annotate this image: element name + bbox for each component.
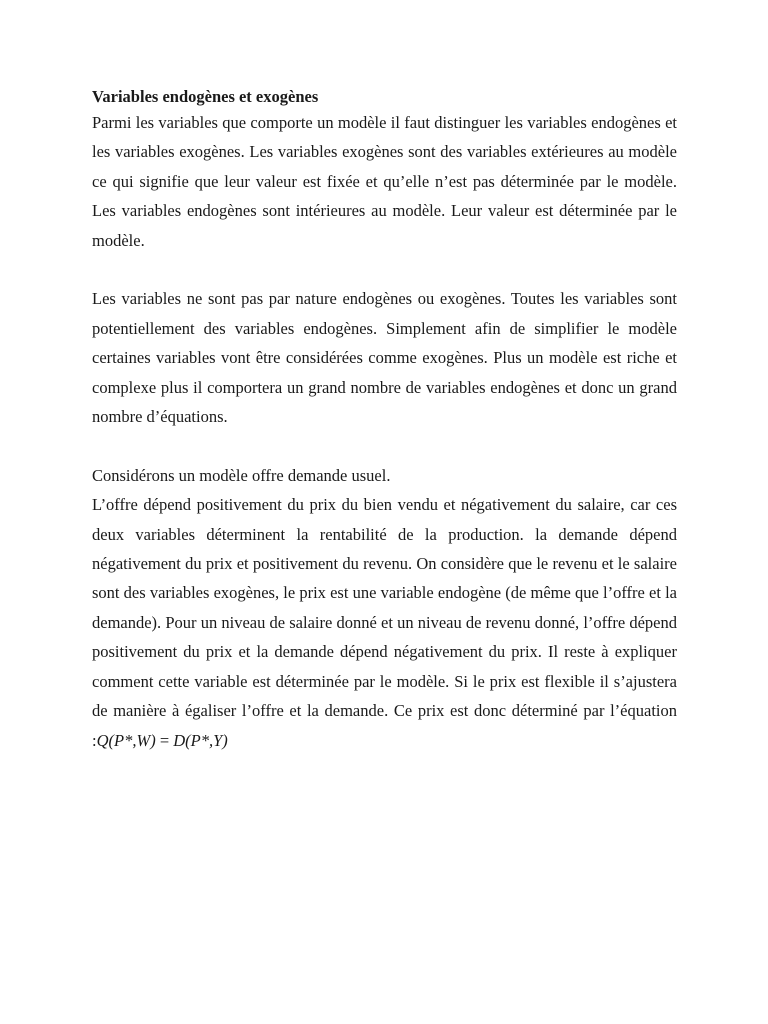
equilibrium-equation: [97, 731, 228, 750]
equation-rhs: D(P*,Y): [173, 730, 228, 750]
equation-equals: =: [155, 730, 174, 750]
document-page: [92, 86, 677, 755]
paragraph-supply-demand-text: L’offre dépend positivement du prix du bien vendu et négativement du salaire, car ces deux variables déterminent la rentabilité de la production. la demande dépend négativement du prix et positivement du revenu. On considère que le revenu et le salaire sont des variables exogènes, le prix est une variable endogène (de même que l’offre et la demande). Pour un niveau de salaire donné et un niveau de revenu donné, l’offre dépend positivement du prix et la demande dépend négativement du prix. Il reste à expliquer comment cette variable est déterminée par le modèle. Si le prix est flexible il s’ajustera de manière à égaliser l’offre et la demande. Ce prix est donc déterminé par l’équation :: [92, 495, 677, 750]
paragraph-supply-demand: [92, 490, 677, 755]
paragraph-definitions: Parmi les variables que comporte un modèle il faut distinguer les variables endogènes et les variables exogènes. Les variables exogènes sont des variables extérieures au modèle ce qui signifie que leur valeur est fixée et qu’elle n’est pas déterminée par le modèle. Les variables endogènes sont intérieures au modèle. Leur valeur est déterminée par le modèle.: [92, 113, 677, 250]
paragraph-spacer: [92, 431, 677, 460]
paragraph-nature-of-variables: Les variables ne sont pas par nature endogènes ou exogènes. Toutes les variables sont potentiellement des variables endogènes. Simplement afin de simplifier le modèle certaines variables vont être considérées comme exogènes. Plus un modèle est riche et complexe plus il comportera un grand nombre de variables endogènes et donc un grand nombre d’équations.: [92, 289, 677, 427]
paragraph-model-intro: Considérons un modèle offre demande usuel.: [92, 465, 391, 485]
paragraph-spacer: [92, 255, 677, 284]
section-heading: Variables endogènes et exogènes: [92, 87, 319, 106]
equation-lhs: Q(P*,W): [96, 730, 156, 750]
